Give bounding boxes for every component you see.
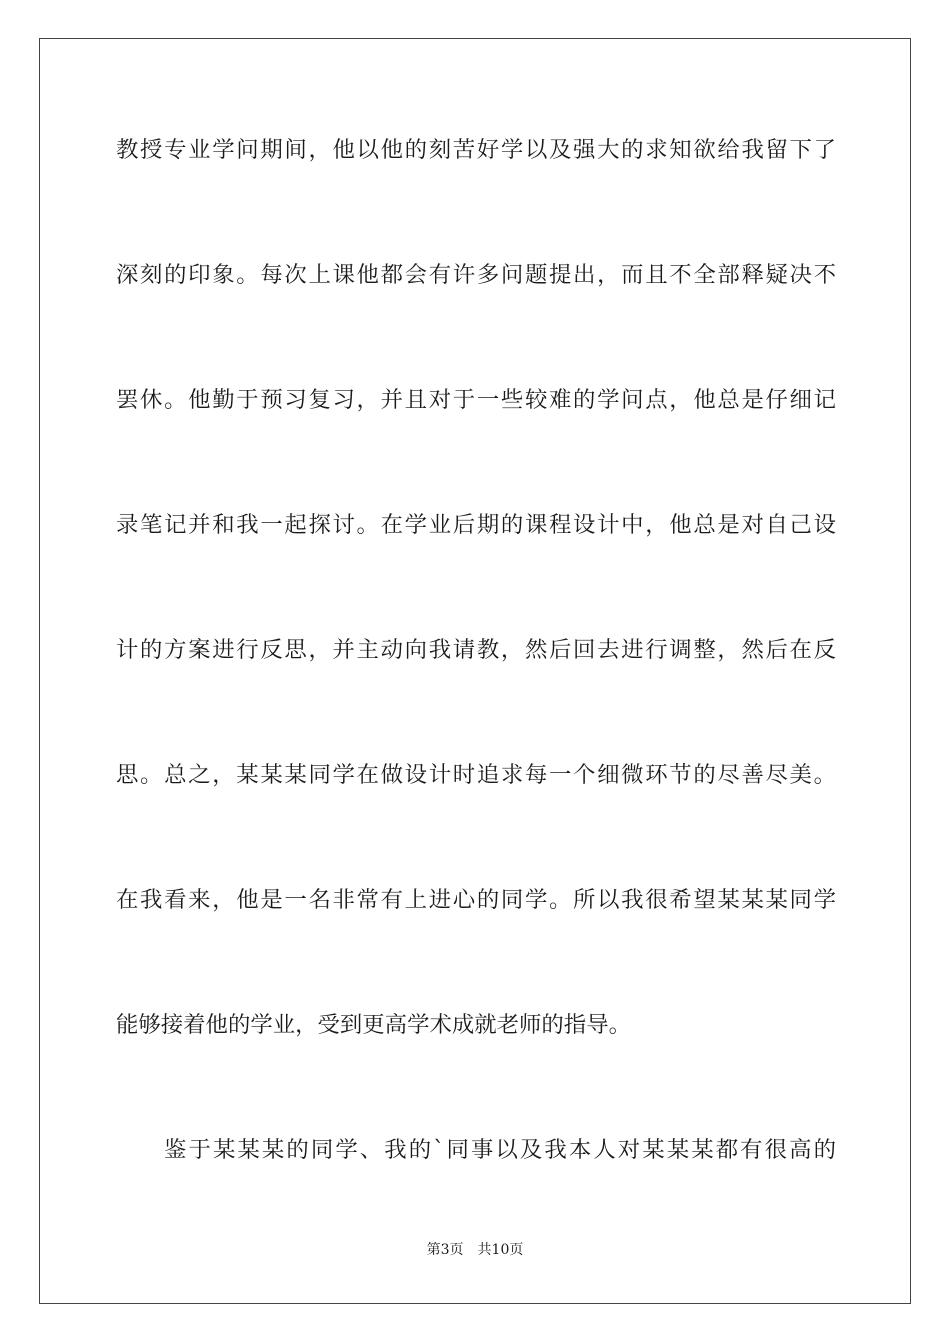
page-border	[39, 38, 911, 1304]
paragraph-line: 计的方案进行反思，并主动向我请教，然后回去进行调整，然后在反	[116, 637, 836, 663]
page-footer	[0, 1240, 950, 1260]
paragraph-line: 录笔记并和我一起探讨。在学业后期的课程设计中，他总是对自己设	[116, 512, 836, 538]
paragraph-line: 思。总之，某某某同学在做设计时追求每一个细微环节的尽善尽美。	[116, 762, 836, 788]
paragraph-line: 在我看来，他是一名非常有上进心的同学。所以我很希望某某某同学	[116, 887, 836, 913]
paragraph-first-line: 鉴于某某某的同学、我的`同事以及我本人对某某某都有很高的	[164, 1137, 836, 1163]
paragraph-line: 教授专业学问期间，他以他的刻苦好学以及强大的求知欲给我留下了	[116, 137, 836, 163]
paragraph-line: 能够接着他的学业，受到更高学术成就老师的指导。	[116, 1012, 631, 1038]
page-total: 共10页	[477, 1242, 524, 1258]
paragraph-line: 深刻的印象。每次上课他都会有许多问题提出，而且不全部释疑决不	[116, 262, 836, 288]
paragraph-line: 罢休。他勤于预习复习，并且对于一些较难的学问点，他总是仔细记	[116, 387, 836, 413]
page-number: 第3页	[426, 1242, 464, 1258]
